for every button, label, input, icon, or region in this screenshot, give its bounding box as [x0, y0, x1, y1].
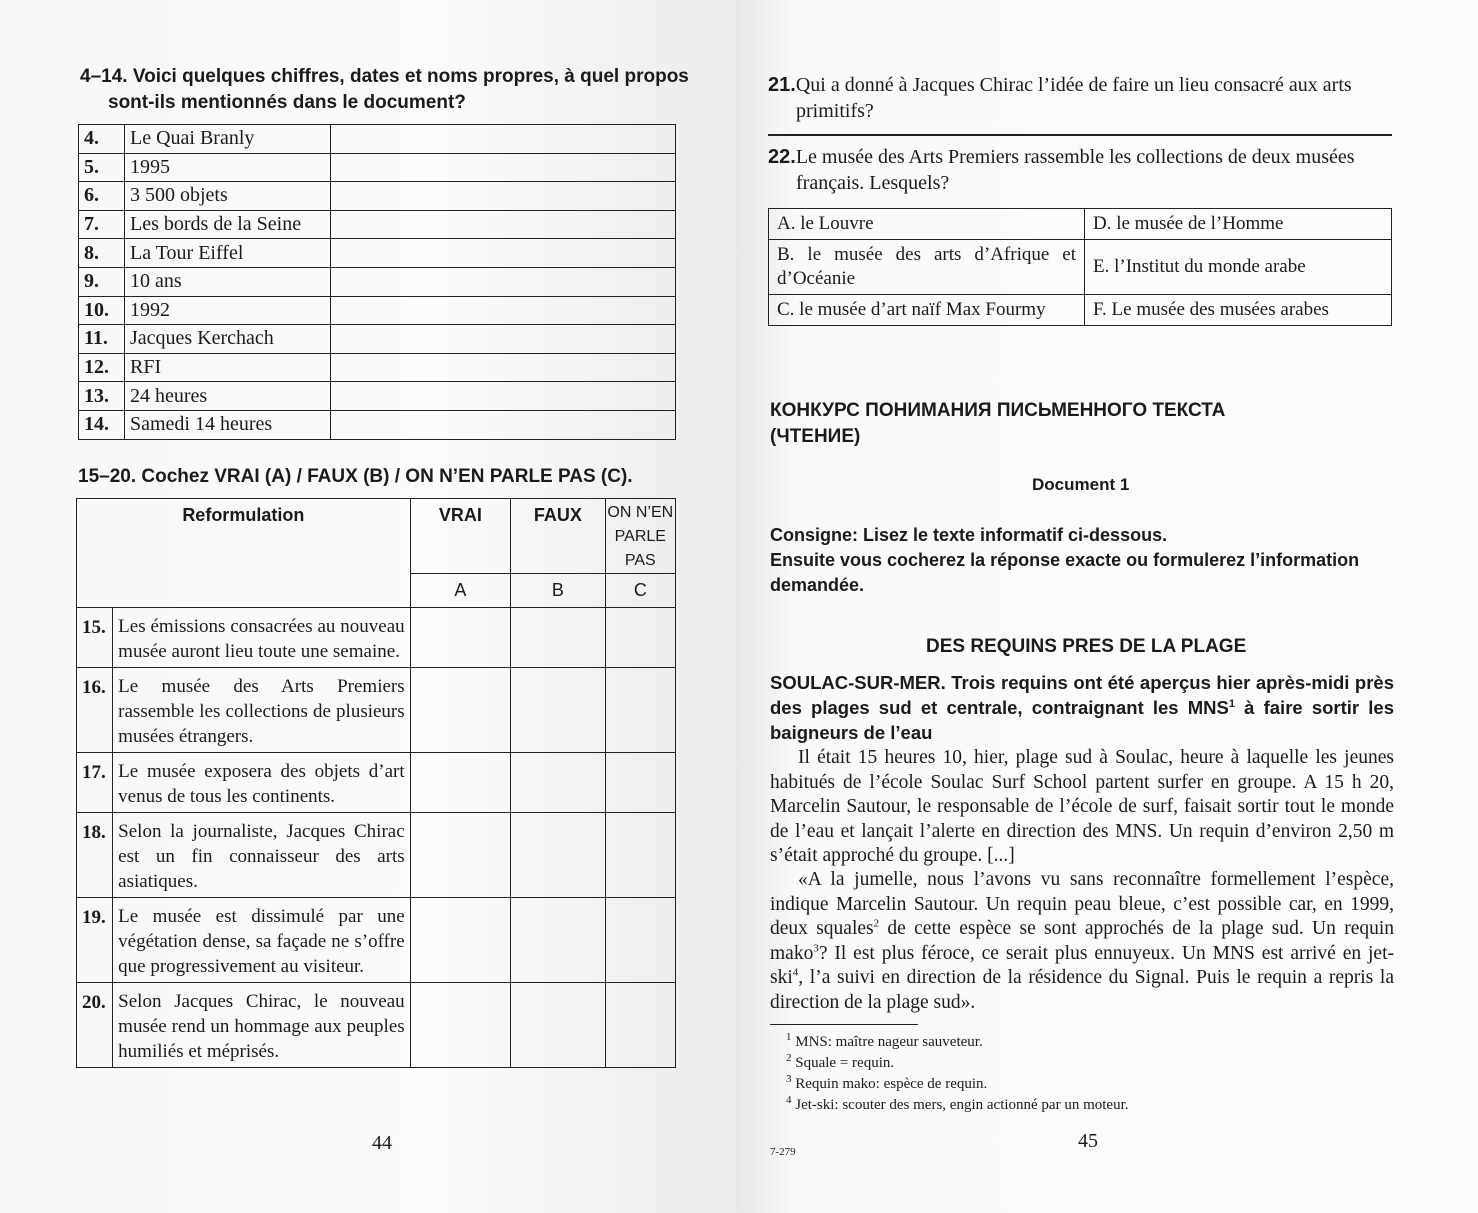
- item-number: 4.: [79, 125, 125, 154]
- footnote-mark: 2: [786, 1052, 792, 1064]
- col-reformulation: Reformulation: [77, 499, 411, 608]
- item-label: La Tour Eiffel: [125, 239, 331, 268]
- option-left[interactable]: B. le musée des arts d’Afrique et d’Océanie: [769, 240, 1085, 295]
- statement-row: [77, 898, 676, 983]
- item-row: [79, 125, 676, 154]
- consigne-line2: Ensuite vous cocherez la réponse exacte ou formulerez l’information demandée.: [770, 550, 1360, 595]
- item-number: 12.: [79, 353, 125, 382]
- footnote-text: Squale = requin.: [791, 1055, 895, 1071]
- section-title-line1: КОНКУРС ПОНИМАНИЯ ПИСЬМЕННОГО ТЕКСТА: [770, 400, 1226, 421]
- question-22-line1: Le musée des Arts Premiers rassemble les collections de deux musées: [795, 146, 1355, 168]
- statement-number: 18.: [77, 813, 113, 898]
- item-row: [79, 410, 676, 439]
- item-number: 14.: [79, 410, 125, 439]
- p2-sup1: 2: [873, 917, 880, 930]
- option-row: [769, 295, 1392, 326]
- answer-a-cell[interactable]: [410, 813, 511, 898]
- answer-b-cell[interactable]: [511, 983, 605, 1068]
- statement-text: Selon la journaliste, Jacques Chirac est un fin connaisseur des arts asiatiques.: [113, 813, 410, 898]
- item-number: 10.: [79, 296, 125, 325]
- footnote-mark: 1: [786, 1031, 792, 1043]
- option-right[interactable]: D. le musée de l’Homme: [1085, 209, 1392, 240]
- item-answer-cell[interactable]: [331, 182, 676, 211]
- footnote-text: Jet-ski: scouter des mers, engin actionné par un moteur.: [791, 1097, 1129, 1113]
- section-title: [770, 398, 1225, 450]
- statement-row: [77, 813, 676, 898]
- answer-a-cell[interactable]: [410, 608, 511, 668]
- footnote-rule: [770, 1024, 918, 1025]
- col-c-line2: PARLE: [614, 528, 666, 545]
- item-answer-cell[interactable]: [331, 410, 676, 439]
- heading-4-14: [80, 64, 689, 116]
- item-row: [79, 325, 676, 354]
- statement-row: [77, 983, 676, 1068]
- item-row: [79, 239, 676, 268]
- items-table: [78, 124, 676, 440]
- item-number: 7.: [79, 210, 125, 239]
- footnote-mark: 3: [786, 1073, 792, 1085]
- answer-a-cell[interactable]: [410, 898, 511, 983]
- item-label: 1995: [125, 153, 331, 182]
- statement-number: 15.: [77, 608, 113, 668]
- item-label: Le Quai Branly: [125, 125, 331, 154]
- p2-sup2: 3: [813, 942, 819, 954]
- item-row: [79, 382, 676, 411]
- lead-end: à faire sortir les baigneurs de l’eau: [770, 697, 1394, 743]
- footnotes: [772, 1032, 1129, 1116]
- consigne-line1: Consigne: Lisez le texte informatif ci-dessous.: [770, 525, 1168, 545]
- option-right[interactable]: F. Le musée des musées arabes: [1085, 295, 1392, 326]
- p2-sup3: 4: [792, 966, 799, 979]
- answer-a-cell[interactable]: [410, 668, 511, 753]
- answer-c-cell[interactable]: [605, 813, 675, 898]
- item-answer-cell[interactable]: [331, 267, 676, 296]
- item-answer-cell[interactable]: [331, 153, 676, 182]
- section-title-line2: (ЧТЕНИЕ): [770, 426, 861, 447]
- heading-4-14-line2: sont-ils mentionnés dans le document?: [108, 92, 466, 113]
- statement-row: [77, 608, 676, 668]
- item-label: 1992: [125, 296, 331, 325]
- item-label: Samedi 14 heures: [125, 410, 331, 439]
- item-row: [79, 182, 676, 211]
- statement-number: 20.: [77, 983, 113, 1068]
- col-faux: FAUX: [511, 499, 605, 574]
- item-answer-cell[interactable]: [331, 296, 676, 325]
- item-row: [79, 353, 676, 382]
- item-answer-cell[interactable]: [331, 210, 676, 239]
- option-row: [769, 209, 1392, 240]
- article-lead: [770, 670, 1394, 745]
- col-on-en-parle-pas: [605, 499, 675, 574]
- item-answer-cell[interactable]: [331, 353, 676, 382]
- item-label: 3 500 objets: [125, 182, 331, 211]
- footnote-2: [772, 1053, 1129, 1074]
- col-vrai: VRAI: [410, 499, 511, 574]
- option-right[interactable]: E. l’Institut du monde arabe: [1085, 240, 1392, 295]
- lead-text: SOULAC-SUR-MER. Trois requins ont été aperçus hier après-midi près des plages sud et centrale, contraignant les MNS: [770, 672, 1394, 718]
- statement-text: Le musée exposera des objets d’art venus de tous les continents.: [113, 753, 410, 813]
- lead-sup: 1: [1228, 697, 1235, 710]
- footnote-4: [772, 1095, 1129, 1116]
- item-number: 6.: [79, 182, 125, 211]
- print-code: 7-279: [770, 1146, 796, 1158]
- article-paragraph-2: [770, 868, 1394, 1015]
- question-21-number: 21.: [768, 74, 796, 96]
- question-21-line2: primitifs?: [796, 100, 874, 122]
- question-22: [768, 144, 1394, 196]
- footnote-text: Requin mako: espèce de requin.: [791, 1076, 988, 1092]
- statement-text: Les émissions consacrées au nouveau musée auront lieu toute une semaine.: [113, 608, 410, 668]
- p2-d: , l’a suivi en direction de la résidence du Signal. Puis le requin a repris la direction de la plage sud».: [770, 967, 1394, 1013]
- item-label: Les bords de la Seine: [125, 210, 331, 239]
- question-21: [768, 72, 1394, 124]
- footnote-text: MNS: maître nageur sauveteur.: [791, 1034, 983, 1050]
- left-page: [0, 0, 736, 1213]
- heading-15-20: 15–20. Cochez VRAI (A) / FAUX (B) / ON N’EN PARLE PAS (C).: [78, 466, 633, 487]
- col-c-line3: PAS: [624, 552, 656, 569]
- article-title: DES REQUINS PRES DE LA PLAGE: [926, 636, 1247, 657]
- answer-b-cell[interactable]: [511, 668, 605, 753]
- p2-c: ? Il est plus féroce, ce serait plus ennuyeux. Un MNS est arrivé en jet-ski: [770, 942, 1394, 988]
- statement-text: Le musée des Arts Premiers rassemble les collections de plusieurs musées étrangers.: [113, 668, 410, 753]
- answer-c-cell[interactable]: [605, 668, 675, 753]
- item-answer-cell[interactable]: [331, 382, 676, 411]
- item-number: 9.: [79, 267, 125, 296]
- statement-row: [77, 753, 676, 813]
- option-row: [769, 240, 1392, 295]
- item-label: 10 ans: [125, 267, 331, 296]
- item-row: [79, 153, 676, 182]
- answer-c-cell[interactable]: [605, 983, 675, 1068]
- question-22-line2: français. Lesquels?: [796, 172, 950, 194]
- answer-b-cell[interactable]: [511, 608, 605, 668]
- article-paragraph-1: Il était 15 heures 10, hier, plage sud à Soulac, heure à laquelle les jeunes habitués de l’école Soulac Surf School partent surfer en groupe. A 15 h 20, Marcelin Sautour, le responsable de l’école de surf, faisait sortir tout le monde de l’eau et lançait l’alerte en direction des MNS. Un requin d’environ 2,50 m s’était approché du groupe. [...]: [770, 747, 1394, 866]
- question-21-line1: Qui a donné à Jacques Chirac l’idée de faire un lieu consacré aux arts: [795, 74, 1352, 96]
- item-label: Jacques Kerchach: [125, 325, 331, 354]
- item-label: 24 heures: [125, 382, 331, 411]
- page-number-left: 44: [372, 1132, 392, 1154]
- question-22-number: 22.: [768, 146, 796, 168]
- item-number: 13.: [79, 382, 125, 411]
- statement-text: Selon Jacques Chirac, le nouveau musée rend un hommage aux peuples humiliés et méprisés.: [113, 983, 410, 1068]
- col-c-line1: ON N’EN: [607, 504, 674, 521]
- answer-c-cell[interactable]: [605, 753, 675, 813]
- answer-c-cell[interactable]: [605, 898, 675, 983]
- footnote-1: [772, 1032, 1129, 1053]
- col-b-label: B: [511, 574, 605, 608]
- answer-b-cell[interactable]: [511, 898, 605, 983]
- p2-b: de cette espèce se sont approchés de la plage sud. Un requin mako: [770, 918, 1395, 964]
- statement-number: 17.: [77, 753, 113, 813]
- statement-number: 16.: [77, 668, 113, 753]
- item-row: [79, 267, 676, 296]
- answer-b-cell[interactable]: [511, 753, 605, 813]
- answer-b-cell[interactable]: [511, 813, 605, 898]
- item-answer-cell[interactable]: [331, 125, 676, 154]
- answer-line-21: [768, 134, 1392, 136]
- statement-number: 19.: [77, 898, 113, 983]
- consigne: [770, 523, 1394, 598]
- item-row: [79, 296, 676, 325]
- true-false-table: [76, 498, 676, 1068]
- statement-row: [77, 668, 676, 753]
- item-row: [79, 210, 676, 239]
- answer-a-cell[interactable]: [410, 753, 511, 813]
- col-c-label: C: [605, 574, 675, 608]
- item-label: RFI: [125, 353, 331, 382]
- item-number: 5.: [79, 153, 125, 182]
- footnote-mark: 4: [786, 1094, 792, 1106]
- heading-4-14-line1: 4–14. Voici quelques chiffres, dates et noms propres, à quel propos: [80, 66, 689, 87]
- p2-a: «A la jumelle, nous l’avons vu sans reconnaître formellement l’espèce, indique Marcelin Sautour. Un requin peau bleue, c’est possible car, en 1999, deux squales: [770, 869, 1394, 939]
- page-number-right: 45: [1078, 1130, 1098, 1152]
- option-left[interactable]: A. le Louvre: [769, 209, 1085, 240]
- option-left[interactable]: C. le musée d’art naïf Max Fourmy: [769, 295, 1085, 326]
- document-label: Document 1: [1032, 475, 1130, 494]
- answer-c-cell[interactable]: [605, 608, 675, 668]
- answer-a-cell[interactable]: [410, 983, 511, 1068]
- col-a-label: A: [410, 574, 511, 608]
- statement-text: Le musée est dissimulé par une végétation dense, sa façade ne s’offre que progressivement au visiteur.: [113, 898, 410, 983]
- footnote-3: [772, 1074, 1129, 1095]
- item-number: 11.: [79, 325, 125, 354]
- item-number: 8.: [79, 239, 125, 268]
- museum-options-table: [768, 208, 1392, 326]
- item-answer-cell[interactable]: [331, 325, 676, 354]
- item-answer-cell[interactable]: [331, 239, 676, 268]
